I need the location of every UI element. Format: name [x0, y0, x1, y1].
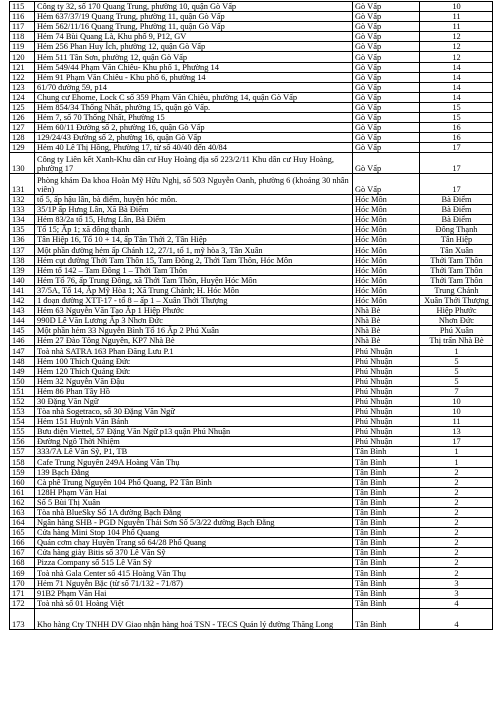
- address-cell: Cửa hàng Mini Stop 104 Phổ Quang: [35, 528, 353, 538]
- address-cell: 61/70 đường 59, p14: [35, 82, 353, 92]
- table-row: [10, 62, 493, 72]
- table-row: [10, 265, 493, 275]
- row-number-cell: 123: [10, 82, 35, 92]
- ward-cell: 11: [420, 417, 493, 427]
- ward-cell: 12: [420, 52, 493, 62]
- district-cell: Gò Vấp: [353, 22, 420, 32]
- address-cell: Kho hàng Cty TNHH DV Giao nhận hàng hoá TSN - TECS Quản lý đường Thăng Long: [35, 608, 353, 629]
- table-row: [10, 113, 493, 123]
- row-number-cell: 117: [10, 22, 35, 32]
- ward-cell: 14: [420, 62, 493, 72]
- address-cell: Tòa nhà Sogetraco, số 30 Đặng Văn Ngữ: [35, 406, 353, 416]
- table-row: [10, 316, 493, 326]
- address-cell: Hẻm 637/37/19 Quang Trung, phường 11, quận Gò Vấp: [35, 12, 353, 22]
- district-cell: Tân Bình: [353, 598, 420, 608]
- row-number-cell: 122: [10, 72, 35, 82]
- district-cell: Gò Vấp: [353, 32, 420, 42]
- row-number-cell: 130: [10, 153, 35, 174]
- table-row: [10, 52, 493, 62]
- address-cell: Hẻm cụt đường Thới Tam Thôn 15, Tam Đông 2, Thới Tam Thôn, Hóc Môn: [35, 255, 353, 265]
- table-row: [10, 507, 493, 517]
- district-cell: Phú Nhuận: [353, 366, 420, 376]
- ward-cell: 2: [420, 538, 493, 548]
- address-cell: 128H Phạm Văn Hai: [35, 487, 353, 497]
- table-row: [10, 366, 493, 376]
- row-number-cell: 169: [10, 568, 35, 578]
- address-cell: Hẻm 854/34 Thống Nhất, phường 15, quận gò Vấp.: [35, 102, 353, 112]
- row-number-cell: 143: [10, 306, 35, 316]
- ward-cell: Xuân Thới Thượng: [420, 295, 493, 305]
- row-number-cell: 142: [10, 295, 35, 305]
- row-number-cell: 135: [10, 225, 35, 235]
- district-cell: Tân Bình: [353, 528, 420, 538]
- district-cell: Phú Nhuận: [353, 346, 420, 356]
- ward-cell: 17: [420, 153, 493, 174]
- row-number-cell: 136: [10, 235, 35, 245]
- district-cell: Nhà Bè: [353, 316, 420, 326]
- address-cell: 1 đoạn đường XTT-17 - tổ 8 – ấp 1 – Xuân Thới Thượng: [35, 295, 353, 305]
- ward-cell: 2: [420, 528, 493, 538]
- address-cell: Pizza Company số 515 Lê Văn Sỹ: [35, 558, 353, 568]
- row-number-cell: 157: [10, 447, 35, 457]
- row-number-cell: 153: [10, 406, 35, 416]
- ward-cell: 14: [420, 82, 493, 92]
- ward-cell: Phú Xuân: [420, 326, 493, 336]
- address-cell: Hẻm 27 Đào Tông Nguyên, KP7 Nhà Bè: [35, 336, 353, 346]
- address-cell: Tổ 15; Ấp 1; xã đông thạnh: [35, 225, 353, 235]
- address-cell: Tòa nhà BlueSky Số 1A đường Bạch Đằng: [35, 507, 353, 517]
- ward-cell: 2: [420, 568, 493, 578]
- address-cell: Hẻm Tổ 76, ấp Trung Đông, xã Thới Tam Thôn, Huyện Hóc Môn: [35, 275, 353, 285]
- ward-cell: 14: [420, 72, 493, 82]
- row-number-cell: 172: [10, 598, 35, 608]
- ward-cell: 17: [420, 174, 493, 195]
- district-cell: Gò Vấp: [353, 113, 420, 123]
- table-row: [10, 174, 493, 195]
- row-number-cell: 171: [10, 588, 35, 598]
- row-number-cell: 161: [10, 487, 35, 497]
- row-number-cell: 167: [10, 548, 35, 558]
- ward-cell: Tân Xuân: [420, 245, 493, 255]
- row-number-cell: 134: [10, 215, 35, 225]
- address-cell: Một phần hẻm 33 Nguyễn Bình Tổ 16 Ấp 2 Phú Xuân: [35, 326, 353, 336]
- district-cell: Phú Nhuận: [353, 427, 420, 437]
- district-cell: Tân Bình: [353, 578, 420, 588]
- district-cell: Hóc Môn: [353, 195, 420, 205]
- table-row: [10, 92, 493, 102]
- row-number-cell: 155: [10, 427, 35, 437]
- ward-cell: 10: [420, 2, 493, 12]
- table-row: [10, 447, 493, 457]
- district-cell: Tân Bình: [353, 538, 420, 548]
- ward-cell: 2: [420, 477, 493, 487]
- table-row: [10, 548, 493, 558]
- ward-cell: Hiệp Phước: [420, 306, 493, 316]
- district-cell: Gò Vấp: [353, 102, 420, 112]
- ward-cell: 5: [420, 356, 493, 366]
- district-cell: Nhà Bè: [353, 336, 420, 346]
- address-cell: Hẻm 549/44 Phạm Văn Chiêu- Khu phố 1, Phường 14: [35, 62, 353, 72]
- district-cell: Gò Vấp: [353, 62, 420, 72]
- district-cell: Tân Bình: [353, 608, 420, 629]
- ward-cell: Đông Thạnh: [420, 225, 493, 235]
- table-row: [10, 245, 493, 255]
- row-number-cell: 116: [10, 12, 35, 22]
- district-cell: Nhà Bè: [353, 306, 420, 316]
- table-row: [10, 568, 493, 578]
- row-number-cell: 164: [10, 518, 35, 528]
- row-number-cell: 145: [10, 326, 35, 336]
- district-cell: Phú Nhuận: [353, 396, 420, 406]
- table-row: [10, 376, 493, 386]
- address-cell: Hẻm 256 Phan Huy Ích, phường 12, quận Gò Vấp: [35, 42, 353, 52]
- district-cell: Hóc Môn: [353, 225, 420, 235]
- address-cell: Một phần đường hẻm ấp Chánh 12, 27/1, tổ 1, mỹ hòa 3, Tân Xuân: [35, 245, 353, 255]
- address-cell: Hẻm 71 Nguyễn Bặc (từ số 71/132 - 71/87): [35, 578, 353, 588]
- row-number-cell: 119: [10, 42, 35, 52]
- ward-cell: 16: [420, 133, 493, 143]
- address-cell: Hẻm 562/11/16 Quang Trung, Phường 11, quận Gò Vấp: [35, 22, 353, 32]
- district-cell: Gò Vấp: [353, 123, 420, 133]
- row-number-cell: 139: [10, 265, 35, 275]
- address-cell: 30 Đặng Văn Ngữ: [35, 396, 353, 406]
- district-cell: Gò Vấp: [353, 12, 420, 22]
- ward-cell: Bà Điểm: [420, 215, 493, 225]
- ward-cell: 1: [420, 447, 493, 457]
- address-cell: Đường Ngô Thời Nhiệm: [35, 437, 353, 447]
- row-number-cell: 127: [10, 123, 35, 133]
- table-row: [10, 538, 493, 548]
- table-row: [10, 497, 493, 507]
- district-cell: Phú Nhuận: [353, 417, 420, 427]
- table-row: [10, 275, 493, 285]
- row-number-cell: 118: [10, 32, 35, 42]
- row-number-cell: 126: [10, 113, 35, 123]
- address-cell: Hẻm 120 Thích Quảng Đức: [35, 366, 353, 376]
- row-number-cell: 121: [10, 62, 35, 72]
- district-cell: Gò Vấp: [353, 52, 420, 62]
- row-number-cell: 148: [10, 356, 35, 366]
- address-cell: Hẻm 40 Lê Thị Hồng, Phường 17, từ số 40/40 đến 40/84: [35, 143, 353, 153]
- address-cell: Hẻm 74 Bùi Quang Là, Khu phố 9, P12, GV: [35, 32, 353, 42]
- district-cell: Hóc Môn: [353, 235, 420, 245]
- address-cell: 37/5A, Tổ 14, Ấp Mỹ Hòa 1; Xã Trung Chánh; H. Hóc Môn: [35, 285, 353, 295]
- table-row: [10, 588, 493, 598]
- ward-cell: 5: [420, 376, 493, 386]
- ward-cell: Nhơn Đức: [420, 316, 493, 326]
- address-cell: tổ 5, ấp hậu lân, bà điểm, huyện hóc môn.: [35, 195, 353, 205]
- ward-cell: 14: [420, 92, 493, 102]
- row-number-cell: 156: [10, 437, 35, 447]
- ward-cell: 4: [420, 598, 493, 608]
- district-cell: Hóc Môn: [353, 205, 420, 215]
- ward-cell: 11: [420, 12, 493, 22]
- table-row: [10, 346, 493, 356]
- table-row: [10, 487, 493, 497]
- district-cell: Hóc Môn: [353, 285, 420, 295]
- district-cell: Hóc Môn: [353, 215, 420, 225]
- ward-cell: Trung Chánh: [420, 285, 493, 295]
- district-cell: Gò Vấp: [353, 174, 420, 195]
- ward-cell: 2: [420, 518, 493, 528]
- table-row: [10, 356, 493, 366]
- table-row: [10, 427, 493, 437]
- row-number-cell: 166: [10, 538, 35, 548]
- district-cell: Tân Bình: [353, 447, 420, 457]
- table-row: [10, 22, 493, 32]
- address-cell: Hẻm tổ 142 – Tam Đông 1 – Thới Tam Thôn: [35, 265, 353, 275]
- table-row: [10, 2, 493, 12]
- district-cell: Gò Vấp: [353, 92, 420, 102]
- district-cell: Gò Vấp: [353, 2, 420, 12]
- address-cell: Hẻm 511 Tân Sơn, phường 12, quận Gò Vấp: [35, 52, 353, 62]
- district-cell: Tân Bình: [353, 487, 420, 497]
- ward-cell: 15: [420, 113, 493, 123]
- row-number-cell: 173: [10, 608, 35, 629]
- address-cell: 139 Bạch Đằng: [35, 467, 353, 477]
- address-cell: 129/24/43 Đường số 2, phường 16, quận Gò Vấp: [35, 133, 353, 143]
- row-number-cell: 144: [10, 316, 35, 326]
- row-number-cell: 124: [10, 92, 35, 102]
- address-cell: Bưu điện Viettel, 57 Đặng Văn Ngữ p13 quận Phú Nhuận: [35, 427, 353, 437]
- row-number-cell: 147: [10, 346, 35, 356]
- district-cell: Phú Nhuận: [353, 406, 420, 416]
- district-cell: Gò Vấp: [353, 42, 420, 52]
- table-row: [10, 195, 493, 205]
- ward-cell: 4: [420, 608, 493, 629]
- table-row: [10, 558, 493, 568]
- ward-cell: 10: [420, 406, 493, 416]
- address-table-body: [10, 2, 493, 630]
- row-number-cell: 146: [10, 336, 35, 346]
- address-cell: Hẻm 151 Huỳnh Văn Bánh: [35, 417, 353, 427]
- row-number-cell: 140: [10, 275, 35, 285]
- table-row: [10, 326, 493, 336]
- table-row: [10, 295, 493, 305]
- district-cell: Tân Bình: [353, 588, 420, 598]
- district-cell: Gò Vấp: [353, 153, 420, 174]
- district-cell: Tân Bình: [353, 568, 420, 578]
- district-cell: Tân Bình: [353, 558, 420, 568]
- district-cell: Gò Vấp: [353, 133, 420, 143]
- district-cell: Tân Bình: [353, 477, 420, 487]
- ward-cell: 12: [420, 42, 493, 52]
- row-number-cell: 137: [10, 245, 35, 255]
- table-row: [10, 477, 493, 487]
- table-row: [10, 457, 493, 467]
- table-row: [10, 578, 493, 588]
- table-row: [10, 386, 493, 396]
- address-cell: Hẻm 100 Thích Quảng Đức: [35, 356, 353, 366]
- district-cell: Phú Nhuận: [353, 376, 420, 386]
- table-row: [10, 608, 493, 629]
- district-cell: Hóc Môn: [353, 275, 420, 285]
- table-row: [10, 417, 493, 427]
- row-number-cell: 151: [10, 386, 35, 396]
- table-row: [10, 396, 493, 406]
- district-cell: Phú Nhuận: [353, 356, 420, 366]
- row-number-cell: 131: [10, 174, 35, 195]
- address-cell: Hẻm 60/11 Đường số 2, phường 16, quận Gò Vấp: [35, 123, 353, 133]
- district-cell: Hóc Môn: [353, 245, 420, 255]
- district-cell: Hóc Môn: [353, 265, 420, 275]
- address-cell: 91B2 Phạm Văn Hai: [35, 588, 353, 598]
- address-cell: Phòng khám Đa khoa Hoàn Mỹ Hữu Nghị, số 503 Nguyễn Oanh, phường 6 (khoảng 30 nhân viên): [35, 174, 353, 195]
- row-number-cell: 115: [10, 2, 35, 12]
- row-number-cell: 163: [10, 507, 35, 517]
- address-cell: Hẻm 91 Phạm Văn Chiêu - Khu phố 6, phường 14: [35, 72, 353, 82]
- district-cell: Tân Bình: [353, 457, 420, 467]
- address-cell: 990D Lê Văn Lương Ấp 3 Nhơn Đức: [35, 316, 353, 326]
- district-cell: Gò Vấp: [353, 143, 420, 153]
- ward-cell: Thới Tam Thôn: [420, 265, 493, 275]
- table-row: [10, 153, 493, 174]
- district-cell: Tân Bình: [353, 497, 420, 507]
- table-row: [10, 205, 493, 215]
- address-cell: 35/1P ấp Hưng Lân, Xã Bà Điểm: [35, 205, 353, 215]
- address-cell: Hẻm 7, số 70 Thống Nhất, Phường 15: [35, 113, 353, 123]
- ward-cell: 13: [420, 427, 493, 437]
- row-number-cell: 152: [10, 396, 35, 406]
- district-cell: Tân Bình: [353, 507, 420, 517]
- row-number-cell: 154: [10, 417, 35, 427]
- district-cell: Phú Nhuận: [353, 437, 420, 447]
- table-row: [10, 133, 493, 143]
- address-cell: Toà nhà Gala Center số 415 Hoàng Văn Thụ: [35, 568, 353, 578]
- table-row: [10, 82, 493, 92]
- table-row: [10, 12, 493, 22]
- table-row: [10, 72, 493, 82]
- address-cell: Công ty Liên kết Xanh-Khu dân cư Huy Hoàng địa số 223/2/11 Khu dân cư Huy Hoàng, phường 17: [35, 153, 353, 174]
- table-row: [10, 143, 493, 153]
- address-cell: Chung cư Ehome, Lock C số 359 Phạm Văn Chiêu, phường 14, quận Gò Vấp: [35, 92, 353, 102]
- table-row: [10, 235, 493, 245]
- table-row: [10, 225, 493, 235]
- table-row: [10, 467, 493, 477]
- address-cell: Hẻm 63 Nguyễn Văn Tạo Ấp 1 Hiệp Phước: [35, 306, 353, 316]
- address-cell: Toà nhà SATRA 163 Phan Đăng Lưu P.1: [35, 346, 353, 356]
- row-number-cell: 162: [10, 497, 35, 507]
- ward-cell: 15: [420, 102, 493, 112]
- table-row: [10, 336, 493, 346]
- district-cell: Phú Nhuận: [353, 386, 420, 396]
- table-row: [10, 215, 493, 225]
- row-number-cell: 159: [10, 467, 35, 477]
- ward-cell: 5: [420, 366, 493, 376]
- district-cell: Hóc Môn: [353, 255, 420, 265]
- table-row: [10, 437, 493, 447]
- table-row: [10, 518, 493, 528]
- table-row: [10, 598, 493, 608]
- ward-cell: 3: [420, 588, 493, 598]
- address-cell: Cafe Trung Nguyên 249A Hoàng Văn Thụ: [35, 457, 353, 467]
- table-row: [10, 528, 493, 538]
- ward-cell: 2: [420, 497, 493, 507]
- row-number-cell: 160: [10, 477, 35, 487]
- row-number-cell: 165: [10, 528, 35, 538]
- ward-cell: 2: [420, 558, 493, 568]
- ward-cell: Tân Hiệp: [420, 235, 493, 245]
- district-cell: Nhà Bè: [353, 326, 420, 336]
- ward-cell: 17: [420, 143, 493, 153]
- address-cell: Công ty 32, số 170 Quang Trung, phường 10, quận Gò Vấp: [35, 2, 353, 12]
- ward-cell: 12: [420, 32, 493, 42]
- row-number-cell: 141: [10, 285, 35, 295]
- ward-cell: 1: [420, 346, 493, 356]
- row-number-cell: 132: [10, 195, 35, 205]
- ward-cell: 17: [420, 437, 493, 447]
- ward-cell: 2: [420, 507, 493, 517]
- address-cell: Cà phê Trung Nguyên 104 Phổ Quang, P2 Tân Bình: [35, 477, 353, 487]
- address-cell: Toà nhà số 01 Hoàng Việt: [35, 598, 353, 608]
- row-number-cell: 158: [10, 457, 35, 467]
- ward-cell: 3: [420, 578, 493, 588]
- ward-cell: 2: [420, 487, 493, 497]
- address-cell: Cửa hàng giày Bitis số 370 Lê Văn Sỹ: [35, 548, 353, 558]
- ward-cell: 11: [420, 22, 493, 32]
- row-number-cell: 133: [10, 205, 35, 215]
- district-cell: Tân Bình: [353, 518, 420, 528]
- table-row: [10, 255, 493, 265]
- ward-cell: Thới Tam Thôn: [420, 275, 493, 285]
- address-table: [9, 1, 493, 630]
- ward-cell: 1: [420, 457, 493, 467]
- address-cell: Quán cơm chay Huyền Trang số 64/28 Phổ Quang: [35, 538, 353, 548]
- row-number-cell: 120: [10, 52, 35, 62]
- district-cell: Hóc Môn: [353, 295, 420, 305]
- table-row: [10, 123, 493, 133]
- table-row: [10, 306, 493, 316]
- ward-cell: Bà Điểm: [420, 205, 493, 215]
- row-number-cell: 129: [10, 143, 35, 153]
- address-cell: Hẻm 83/2a tổ 15, Hưng Lân, Bà Điểm: [35, 215, 353, 225]
- address-cell: 333/7A Lê Văn Sỹ, P1, TB: [35, 447, 353, 457]
- table-row: [10, 42, 493, 52]
- ward-cell: Bà Điểm: [420, 195, 493, 205]
- district-cell: Tân Bình: [353, 467, 420, 477]
- table-row: [10, 285, 493, 295]
- address-cell: Ngân hàng SHB - PGD Nguyễn Thái Sơn Số 5/3/22 đường Bạch Đằng: [35, 518, 353, 528]
- row-number-cell: 170: [10, 578, 35, 588]
- row-number-cell: 128: [10, 133, 35, 143]
- ward-cell: 16: [420, 123, 493, 133]
- address-cell: Số 5 Bùi Thị Xuân: [35, 497, 353, 507]
- row-number-cell: 138: [10, 255, 35, 265]
- row-number-cell: 150: [10, 376, 35, 386]
- address-cell: Tân Hiệp 16, Tổ 10 + 14, ấp Tân Thới 2, Tân Hiệp: [35, 235, 353, 245]
- address-cell: Hẻm 32 Nguyễn Văn Đậu: [35, 376, 353, 386]
- ward-cell: 7: [420, 386, 493, 396]
- district-cell: Gò Vấp: [353, 82, 420, 92]
- address-cell: Hẻm 86 Phan Tây Hồ: [35, 386, 353, 396]
- row-number-cell: 149: [10, 366, 35, 376]
- ward-cell: Thị trấn Nhà Bè: [420, 336, 493, 346]
- row-number-cell: 125: [10, 102, 35, 112]
- ward-cell: 2: [420, 467, 493, 477]
- district-cell: Tân Bình: [353, 548, 420, 558]
- table-row: [10, 32, 493, 42]
- ward-cell: Thới Tam Thôn: [420, 255, 493, 265]
- table-row: [10, 406, 493, 416]
- ward-cell: 2: [420, 548, 493, 558]
- table-row: [10, 102, 493, 112]
- district-cell: Gò Vấp: [353, 72, 420, 82]
- document-page: [9, 1, 499, 630]
- ward-cell: 10: [420, 396, 493, 406]
- row-number-cell: 168: [10, 558, 35, 568]
